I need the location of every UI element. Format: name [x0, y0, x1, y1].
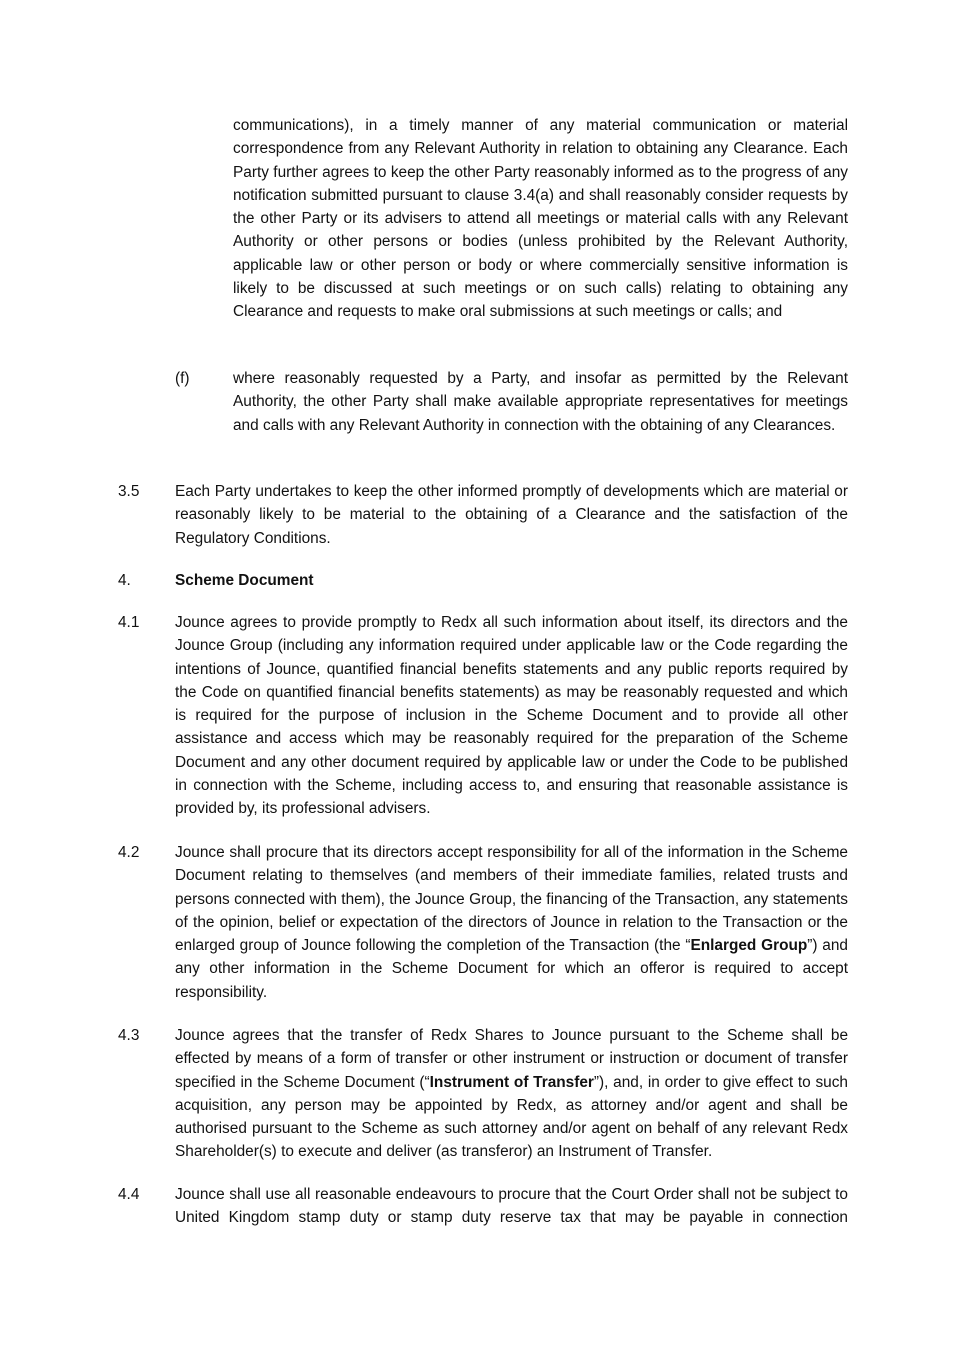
clause-3-5-number: 3.5: [118, 483, 140, 500]
clause-f-number: (f): [175, 370, 190, 387]
clause-4-3-after: ”), and, in order to give effect to such acquisition, any person may be appointed by Redx, as attorney and/or agent and shall be authorised pursuant to the Scheme as such attorney and/or agent on behalf of any relevant Redx Shareholder(s) to execute and deliver (as transferor) an Instrument of Transfer.: [175, 1073, 848, 1161]
section-4-heading: Scheme Document: [175, 572, 314, 589]
defined-term-instrument-of-transfer: Instrument of Transfer: [429, 1073, 594, 1091]
clause-4-2-text: [175, 841, 848, 1004]
clause-4-1-text: Jounce agrees to provide promptly to Redx all such information about itself, its directors and the Jounce Group (including any information required under applicable law or the Code regarding the intentions of Jounce, quantified financial benefits statements and any public reports required by the Code on quantified financial benefits statements) as may be reasonably requested and which is required for the purpose of inclusion in the Scheme Document and to provide all other assistance and access which may be reasonably required for the preparation of the Scheme Document and any other document required by applicable law or under the Code to be published in connection with the Scheme, including access to, and ensuring that reasonable assistance is provided by, its professional advisers.: [175, 614, 848, 818]
section-4-number: 4.: [118, 572, 131, 589]
clause-4-1-number: 4.1: [118, 614, 140, 631]
clause-4-2-after: ”) and any other information in the Scheme Document for which an offeror is required to accept responsibility.: [175, 937, 848, 1001]
clause-4-3-before: Jounce agrees that the transfer of Redx Shares to Jounce pursuant to the Scheme shall be effected by means of a form of transfer or other instrument or instruction or document of transfer specified in the Scheme Document (“: [175, 1027, 848, 1091]
clause-f-text: where reasonably requested by a Party, and insofar as permitted by the Relevant Authority, the other Party shall make available appropriate representatives for meetings and calls with any Relevant Authority in connection with the obtaining of any Clearances.: [233, 370, 848, 434]
clause-3-5-text: Each Party undertakes to keep the other informed promptly of developments which are material or reasonably likely to be material to the obtaining of a Clearance and the satisfaction of the Regulatory Conditions.: [175, 483, 848, 547]
clause-4-3-number: 4.3: [118, 1027, 140, 1044]
clause-e-continuation: communications), in a timely manner of any material communication or material correspondence from any Relevant Authority in relation to obtaining any Clearance. Each Party further agrees to keep the other Party reasonably informed as to the progress of any notification submitted pursuant to clause 3.4(a) and shall reasonably consider requests by the other Party or its advisers to attend all meetings or material calls with any Relevant Authority or other persons or bodies (unless prohibited by the Relevant Authority, applicable law or other person or body or where commercially sensitive information is likely to be discussed at such meetings or on such calls) relating to obtaining any Clearance and requests to make oral submissions at such meetings or calls; and: [233, 117, 848, 321]
clause-4-2-before: Jounce shall procure that its directors accept responsibility for all of the information in the Scheme Document relating to themselves (and members of their immediate families, related trusts and persons connected with them), the Jounce Group, the financing of the Transaction, any statements of the opinion, belief or expectation of the directors of Jounce in relation to the Transaction or the enlarged group of Jounce following the completion of the Transaction (the “: [175, 844, 848, 955]
clause-4-2-number: 4.2: [118, 844, 140, 861]
defined-term-enlarged-group: Enlarged Group: [690, 937, 808, 955]
clause-4-4-text: Jounce shall use all reasonable endeavours to procure that the Court Order shall not be subject to United Kingdom stamp duty or stamp duty reserve tax that may be payable in connection: [175, 1186, 848, 1227]
clause-4-3-text: [175, 1024, 848, 1164]
clause-4-4-number: 4.4: [118, 1186, 140, 1203]
